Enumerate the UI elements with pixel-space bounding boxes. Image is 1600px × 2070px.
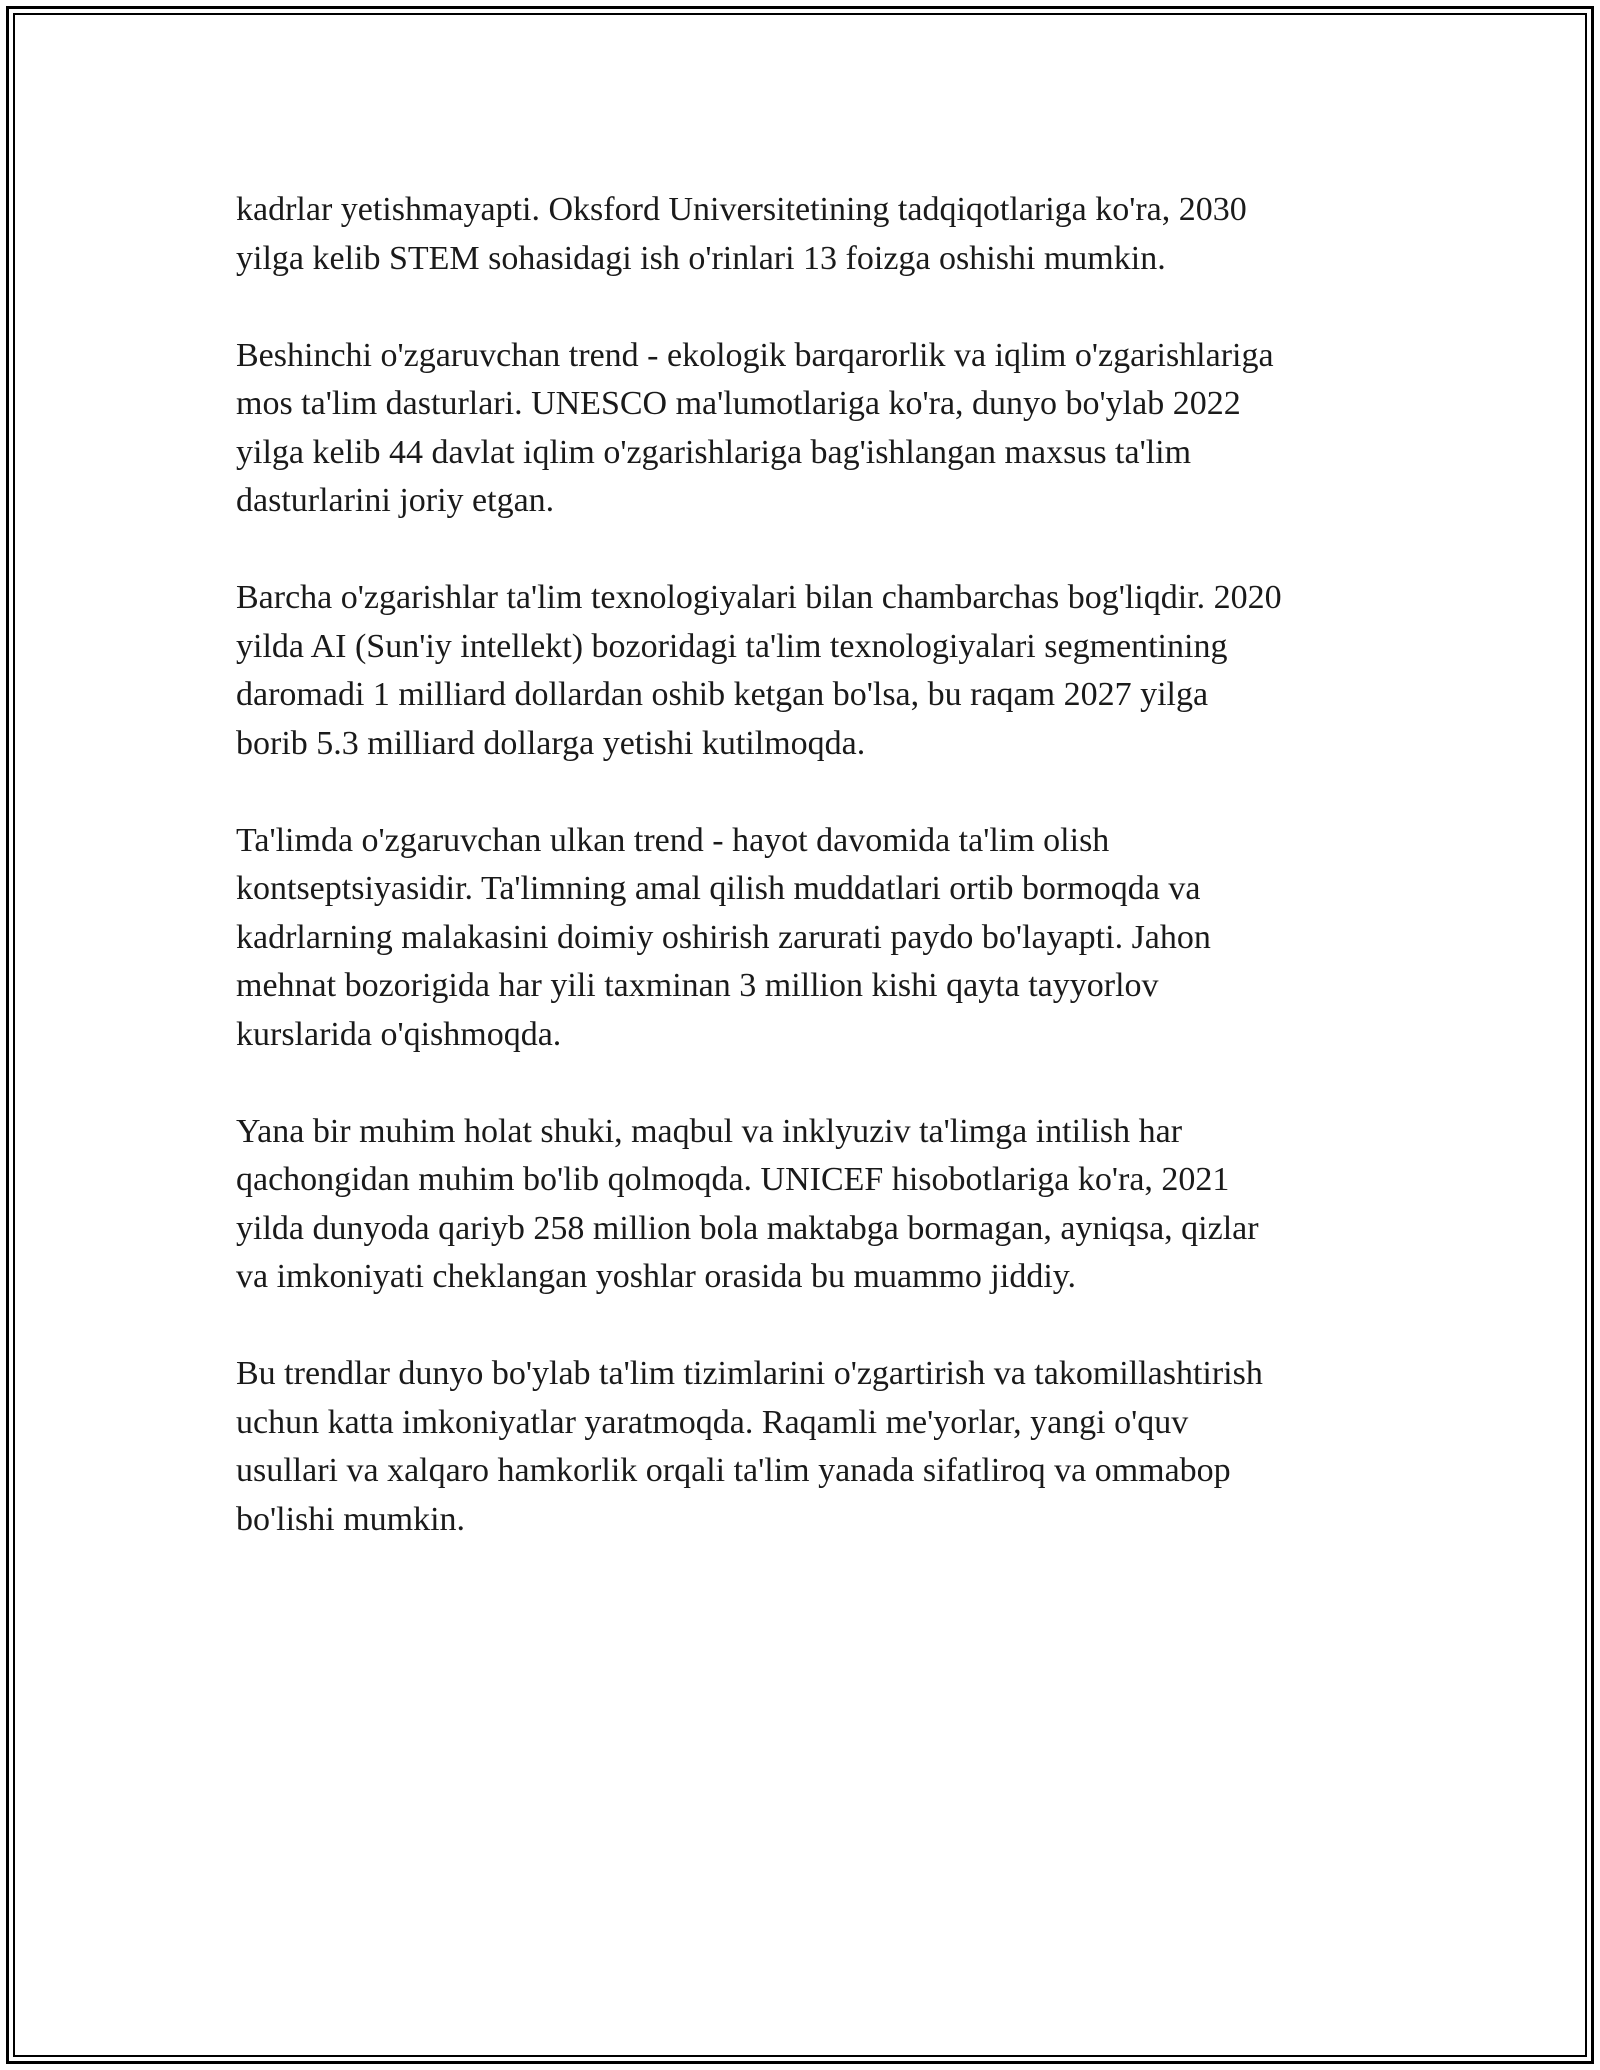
document-body <box>236 186 1366 1593</box>
paragraph-ecology-trend: Beshinchi o'zgaruvchan trend - ekologik barqarorlik va iqlim o'zgarishlariga mos ta'lim dasturlari. UNESCO ma'lumotlariga ko'ra, dunyo bo'ylab 2022 yilga kelib 44 davlat iqlim o'zgarishlariga bag'ishlangan maxsus ta'lim dasturlarini joriy etgan. <box>236 336 1274 519</box>
paragraph-stem-jobs: kadrlar yetishmayapti. Oksford Universitetining tadqiqotlariga ko'ra, 2030 yilga kelib STEM sohasidagi ish o'rinlari 13 foizga oshishi mumkin. <box>236 191 1247 277</box>
paragraph-edtech-ai: Barcha o'zgarishlar ta'lim texnologiyalari bilan chambarchas bog'liqdir. 2020 yilda AI (Sun'iy intellekt) bozoridagi ta'lim texnologiyalari segmentining daromadi 1 milliard dollardan oshib ketgan bo'lsa, bu raqam 2027 yilga borib 5.3 milliard dollarga yetishi kutilmoqda. <box>236 579 1282 762</box>
paragraph-conclusion: Bu trendlar dunyo bo'ylab ta'lim tizimlarini o'zgartirish va takomillashtirish uchun katta imkoniyatlar yaratmoqda. Raqamli me'yorlar, yangi o'quv usullari va xalqaro hamkorlik orqali ta'lim yanada sifatliroq va ommabop bo'lishi mumkin. <box>236 1355 1263 1538</box>
paragraph-lifelong-learning: Ta'limda o'zgaruvchan ulkan trend - hayot davomida ta'lim olish kontseptsiyasidir. Ta'limning amal qilish muddatlari ortib bormoqda va kadrlarning malakasini doimiy oshirish zarurati paydo bo'layapti. Jahon mehnat bozorigida har yili taxminan 3 million kishi qayta tayyorlov kurslarida o'qishmoqda. <box>236 821 1211 1053</box>
paragraph-inclusive-education: Yana bir muhim holat shuki, maqbul va inklyuziv ta'limga intilish har qachongidan muhim bo'lib qolmoqda. UNICEF hisobotlariga ko'ra, 2021 yilda dunyoda qariyb 258 million bola maktabga bormagan, ayniqsa, qizlar va imkoniyati cheklangan yoshlar orasida bu muammo jiddiy. <box>236 1112 1259 1295</box>
